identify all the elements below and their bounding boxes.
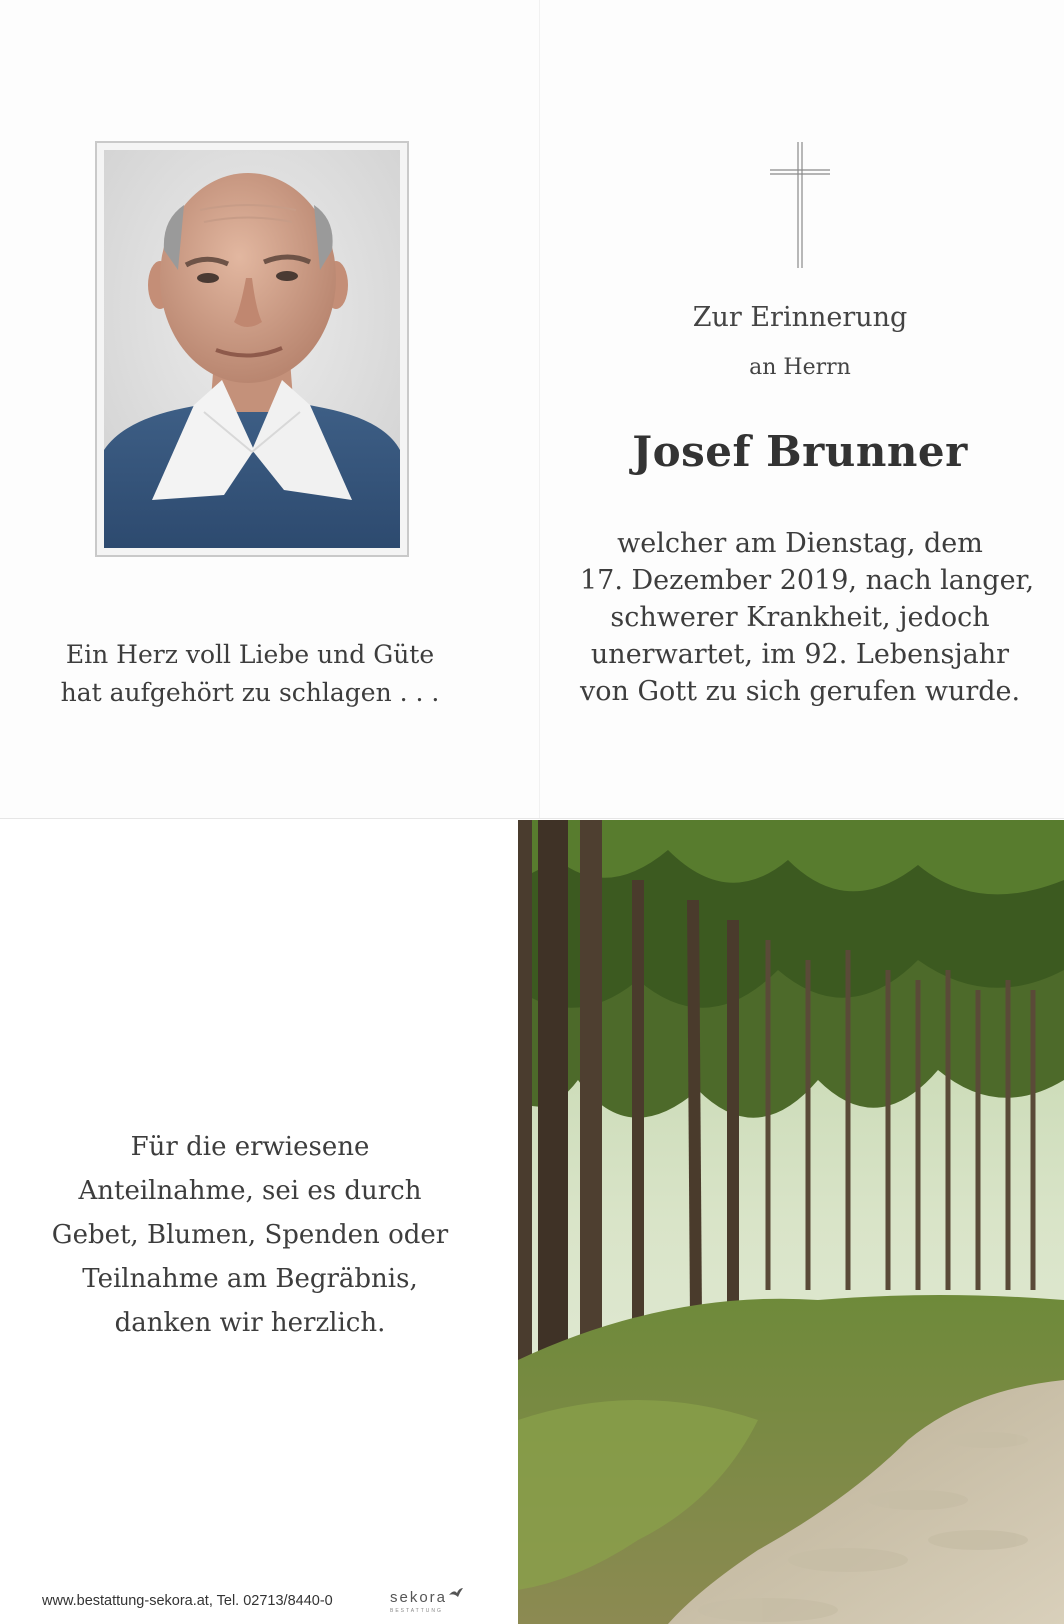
funeral-home-logo: sekora	[390, 1589, 448, 1606]
thanks-line: Teilnahme am Begräbnis,	[82, 1264, 418, 1294]
quote	[30, 636, 470, 712]
fold-divider	[0, 818, 1064, 819]
address-line: an Herrn	[749, 355, 851, 380]
thanks-line: Anteilnahme, sei es durch	[78, 1176, 422, 1206]
forest-path-photo	[518, 820, 1064, 1624]
portrait-photo	[104, 150, 400, 548]
fold-divider-vertical	[539, 0, 540, 818]
obituary-line: welcher am Dienstag, dem	[617, 528, 983, 559]
obituary-line: von Gott zu sich gerufen wurde.	[580, 676, 1021, 707]
memorial-heading: Zur Erinnerung	[692, 302, 908, 333]
deceased-name: Josef Brunner	[632, 427, 968, 476]
quote-line: Ein Herz voll Liebe und Güte	[65, 640, 435, 669]
thanks-text	[30, 1125, 470, 1345]
bird-icon	[448, 1584, 464, 1596]
portrait-frame	[95, 141, 409, 557]
thanks-line: Für die erwiesene	[130, 1132, 370, 1162]
obituary-text	[580, 525, 1035, 710]
thanks-line: Gebet, Blumen, Spenden oder	[51, 1220, 449, 1250]
funeral-home-logo-sub: BESTATTUNG	[390, 1608, 443, 1614]
thanks-line: danken wir herzlich.	[114, 1308, 386, 1338]
cross-icon	[768, 140, 832, 270]
obituary-line: unerwartet, im 92. Lebensjahr	[590, 639, 1010, 670]
obituary-line: schwerer Krankheit, jedoch	[610, 602, 990, 633]
obituary-line: 17. Dezember 2019, nach langer,	[580, 565, 1035, 596]
quote-line: hat aufgehört zu schlagen . . .	[60, 678, 440, 707]
funeral-home-contact: www.bestattung-sekora.at, Tel. 02713/8440-0	[42, 1593, 333, 1609]
